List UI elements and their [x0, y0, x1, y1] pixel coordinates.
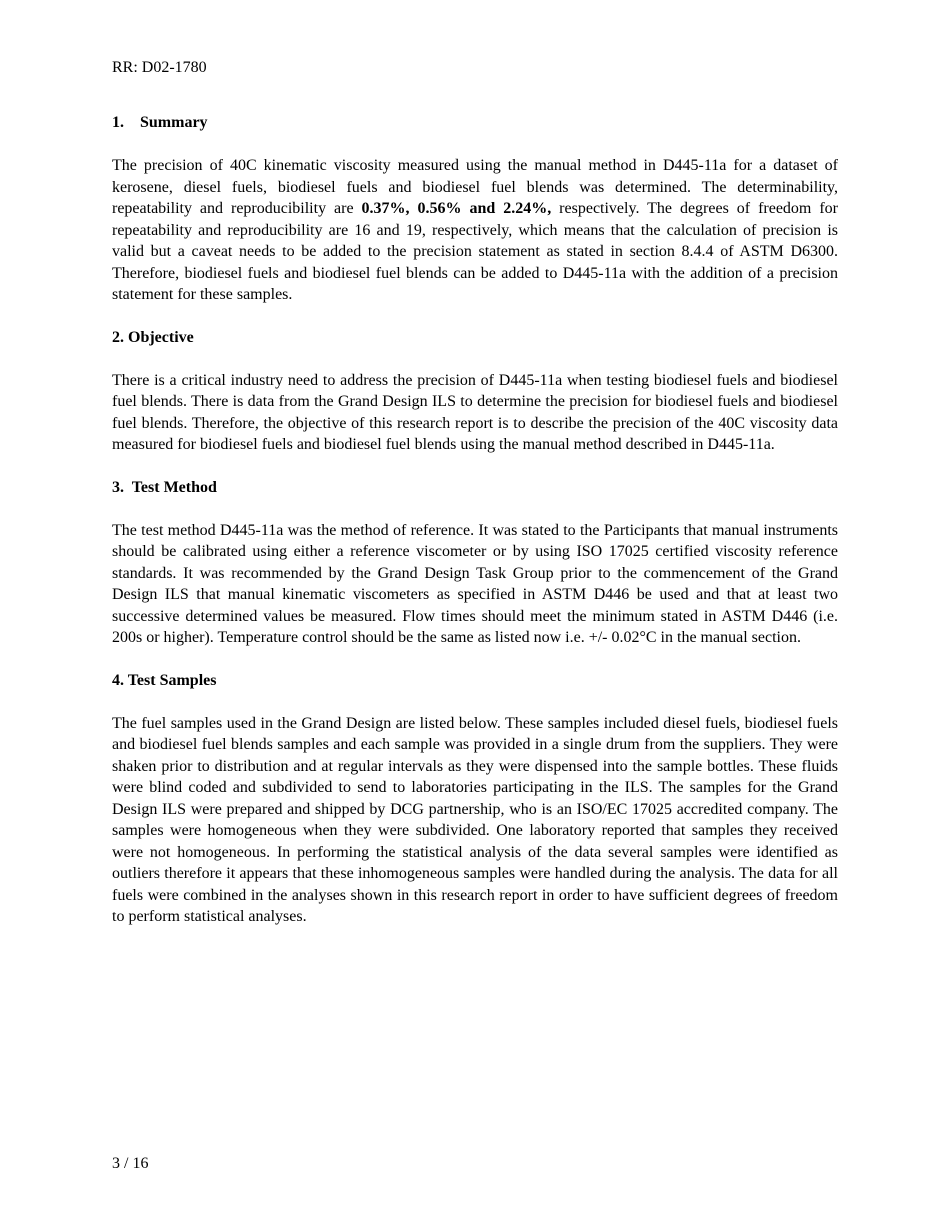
report-reference: RR: D02-1780: [112, 59, 207, 76]
document-body: [112, 113, 838, 950]
section-heading-objective: [112, 328, 838, 348]
summary-paragraph: [112, 155, 838, 306]
section-title: Test Method: [131, 478, 217, 496]
section-heading-test-samples: [112, 671, 838, 691]
page-number: 3 / 16: [112, 1155, 149, 1172]
section-number: 3.: [112, 478, 124, 496]
test-samples-paragraph: The fuel samples used in the Grand Design are listed below. These samples included diesel fuels, biodiesel fuels and biodiesel fuel blends samples and each sample was provided in a single drum from the suppliers. They were shaken prior to distribution and at regular intervals as they were dispensed into the sample bottles. These fluids were blind coded and subdivided to send to laboratories participating in the ILS. The samples for the Grand Design ILS were prepared and shipped by DCG partnership, who is an ISO/EC 17025 accredited company. The samples were homogeneous when they were subdivided. One laboratory reported that samples they received were not homogeneous. In performing the statistical analysis of the data several samples were identified as outliers therefore it appears that these inhomogeneous samples were handled during the analysis. The data for all fuels were combined in the analyses shown in this research report in order to have sufficient degrees of freedom to perform statistical analyses.: [112, 714, 838, 925]
section-title: Test Samples: [127, 671, 217, 689]
summary-text-end: respectively. The degrees of freedom for repeatability and reproducibility are 16 and 19, respectively, which means that the calculation of precision is valid but a caveat needs to be added to the precision statement as stated in section 8.4.4 of ASTM D6300. Therefore, biodiesel fuels and biodiesel fuel blends can be added to D445-11a with the addition of a precision statement for these samples.: [112, 200, 838, 303]
section-heading-summary: [112, 113, 838, 133]
section-heading-test-method: [112, 478, 838, 498]
section-title: Objective: [128, 328, 194, 346]
section-title: Summary: [140, 114, 208, 131]
precision-values: 0.37%, 0.56% and 2.24%,: [361, 200, 552, 217]
section-number: 1.: [112, 114, 124, 131]
objective-paragraph: There is a critical industry need to address the precision of D445-11a when testing biodiesel fuels and biodiesel fuel blends. There is data from the Grand Design ILS to determine the precision for biodiesel fuels and biodiesel fuel blends. Therefore, the objective of this research report is to describe the precision of the 40C viscosity data measured for biodiesel fuels and biodiesel fuel blends using the manual method described in D445-11a.: [112, 371, 838, 453]
section-number: 4.: [112, 671, 124, 689]
section-number: 2.: [112, 328, 124, 346]
summary-text-start: The precision of 40C kinematic viscosity measured using the manual method in D445-11a for a dataset of kerosene, diesel fuels, biodiesel fuels and biodiesel fuel blends was determined. The determinability, repeatability and reproducibility are: [112, 157, 838, 217]
test-method-paragraph: The test method D445-11a was the method of reference. It was stated to the Participants that manual instruments should be calibrated using either a reference viscometer or by using ISO 17025 certified viscosity reference standards. It was recommended by the Grand Design Task Group prior to the commencement of the Grand Design ILS that manual kinematic viscometers as specified in ASTM D446 be used and that at least two successive determined values be measured. Flow times should meet the minimum stated in ASTM D446 (i.e. 200s or higher). Temperature control should be the same as listed now i.e. +/- 0.02°C in the manual section.: [112, 521, 838, 646]
